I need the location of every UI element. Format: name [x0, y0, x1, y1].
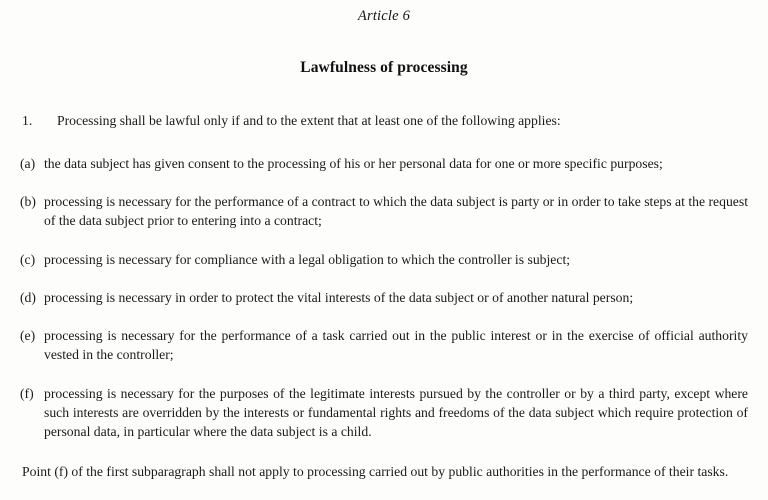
list-item: [20, 192, 748, 230]
paragraph-1: [20, 111, 748, 130]
list-item: [20, 384, 748, 441]
list-item-marker-b: (b): [20, 194, 36, 209]
list-item-marker-e: (e): [20, 328, 36, 343]
article-label: Article 6: [357, 8, 411, 24]
list-item: [20, 250, 748, 269]
list-item-text-a: the data subject has given consent to the processing of his or her personal data for one or more specific purposes;: [44, 156, 663, 171]
list-item-text-b: processing is necessary for the performance of a contract to which the data subject is party or in order to take steps at the request of the data subject prior to entering into a contract;: [44, 194, 748, 228]
page-title: Lawfulness of processing: [300, 59, 468, 76]
closing-paragraph: Point (f) of the first subparagraph shall not apply to processing carried out by public authorities in the performance of their tasks.: [22, 464, 729, 479]
list-item-text-e: processing is necessary for the performance of a task carried out in the public interest or in the exercise of official authority vested in the controller;: [44, 328, 748, 362]
article-body: [20, 111, 748, 481]
list-item-marker-a: (a): [20, 156, 36, 171]
list-item-marker-f: (f): [20, 386, 34, 401]
list-item: [20, 154, 748, 173]
list-item-text-f: processing is necessary for the purposes of the legitimate interests pursued by the controller or by a third party, except where such interests are overridden by the interests or fundamental rights and freedoms of the data subject which require protection of personal data, in particular where the data subject is a child.: [44, 386, 748, 439]
list-item-text-d: processing is necessary in order to protect the vital interests of the data subject or of another natural person;: [44, 290, 634, 305]
list-item-marker-c: (c): [20, 252, 36, 267]
list-item: [20, 326, 748, 364]
paragraph-1-text: Processing shall be lawful only if and to the extent that at least one of the following applies:: [57, 113, 561, 128]
list-item-text-c: processing is necessary for compliance with a legal obligation to which the controller is subject;: [44, 252, 571, 267]
paragraph-1-marker: 1.: [22, 113, 33, 128]
list-item: [20, 288, 748, 307]
list-item-marker-d: (d): [20, 290, 36, 305]
